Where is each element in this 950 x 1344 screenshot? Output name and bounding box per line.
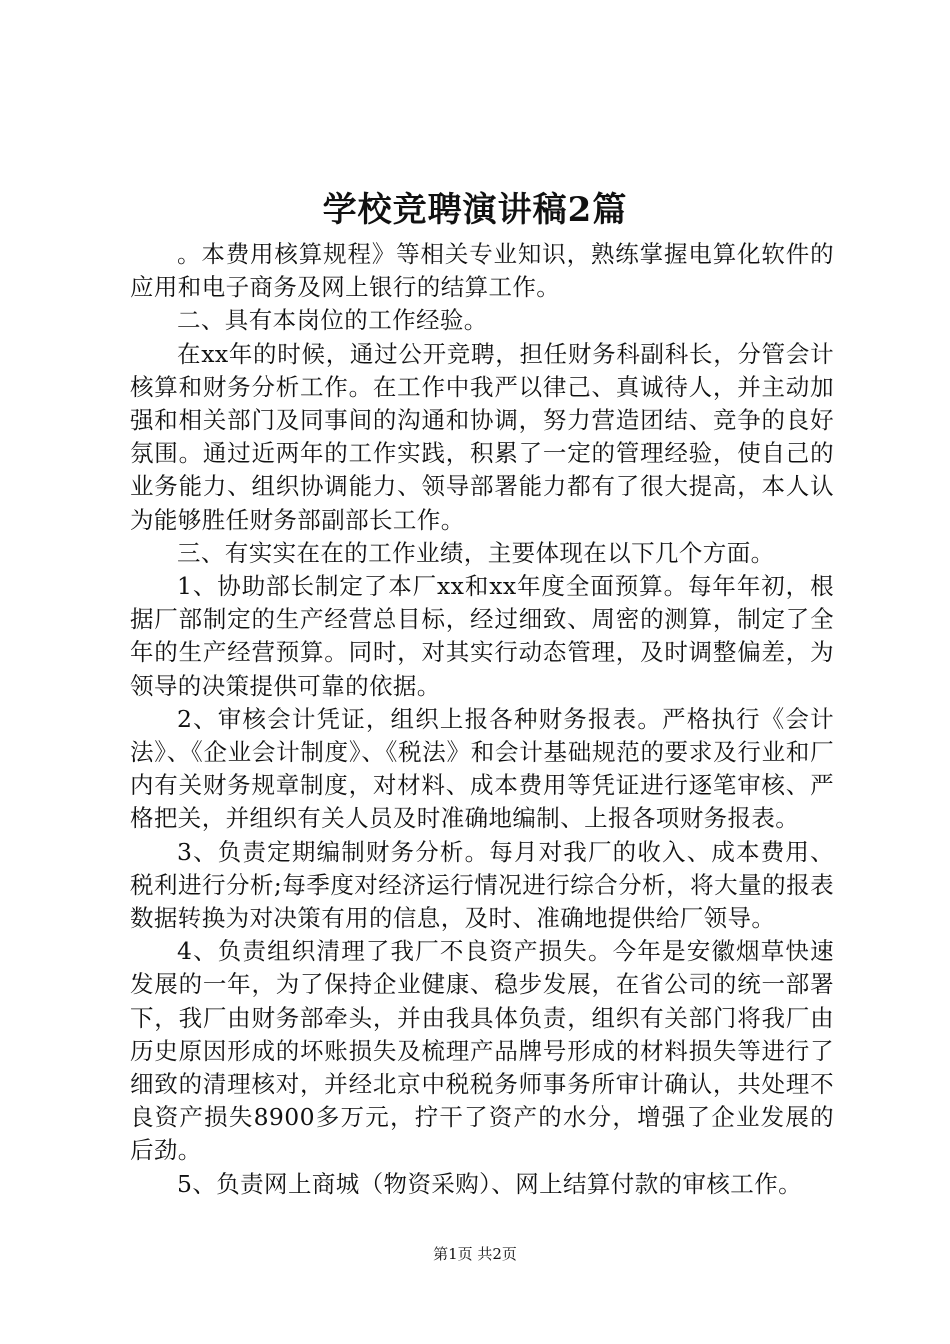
paragraph-9: 5、负责网上商城（物资采购）、网上结算付款的审核工作。	[177, 1169, 803, 1198]
paragraph-2: 二、具有本岗位的工作经验。	[177, 306, 488, 335]
paragraph-8: 4、负责组织清理了我厂不良资产损失。今年是安徽烟草快速发展的一年，为了保持企业健康、稳步发展，在省公司的统一部署下，我厂由财务部牵头，并由我具体负责，组织有关部门将我厂由历史原因形成的坏账损失及梳理产品牌号形成的材料损失等进行了细致的清理核对，并经北京中税税务师事务所审计确认，共处理不良资产损失8900多万元，拧干了资产的水分，增强了企业发展的后劲。	[130, 937, 834, 1165]
paragraph-5: 1、协助部长制定了本厂xx和xx年度全面预算。每年年初，根据厂部制定的生产经营总目标，经过细致、周密的测算，制定了全年的生产经营预算。同时，对其实行动态管理，及时调整偏差，为领导的决策提供可靠的依据。	[130, 572, 834, 700]
paragraph-6: 2、审核会计凭证，组织上报各种财务报表。严格执行《会计法》、《企业会计制度》、《税法》和会计基础规范的要求及行业和厂内有关财务规章制度，对材料、成本费用等凭证进行逐笔审核、严格把关，并组织有关人员及时准确地编制、上报各项财务报表。	[130, 704, 834, 833]
paragraph-1: 。本费用核算规程》等相关专业知识，熟练掌握电算化软件的应用和电子商务及网上银行的结算工作。	[130, 240, 834, 302]
paragraph-4: 三、有实实在在的工作业绩，主要体现在以下几个方面。	[177, 538, 775, 567]
document-body	[130, 238, 834, 1201]
page-footer: 第1页 共2页	[433, 1245, 517, 1263]
paragraph-7: 3、负责定期编制财务分析。每月对我厂的收入、成本费用、税利进行分析;每季度对经济运行情况进行综合分析，将大量的报表数据转换为对决策有用的信息，及时、准确地提供给厂领导。	[130, 837, 834, 933]
paragraph-3: 在xx年的时候，通过公开竞聘，担任财务科副科长，分管会计核算和财务分析工作。在工作中我严以律己、真诚待人，并主动加强和相关部门及同事间的沟通和协调，努力营造团结、竞争的良好氛围。通过近两年的工作实践，积累了一定的管理经验，使自己的业务能力、组织协调能力、领导部署能力都有了很大提高，本人认为能够胜任财务部副部长工作。	[130, 339, 834, 534]
document-title: 学校竞聘演讲稿2篇	[322, 190, 628, 230]
